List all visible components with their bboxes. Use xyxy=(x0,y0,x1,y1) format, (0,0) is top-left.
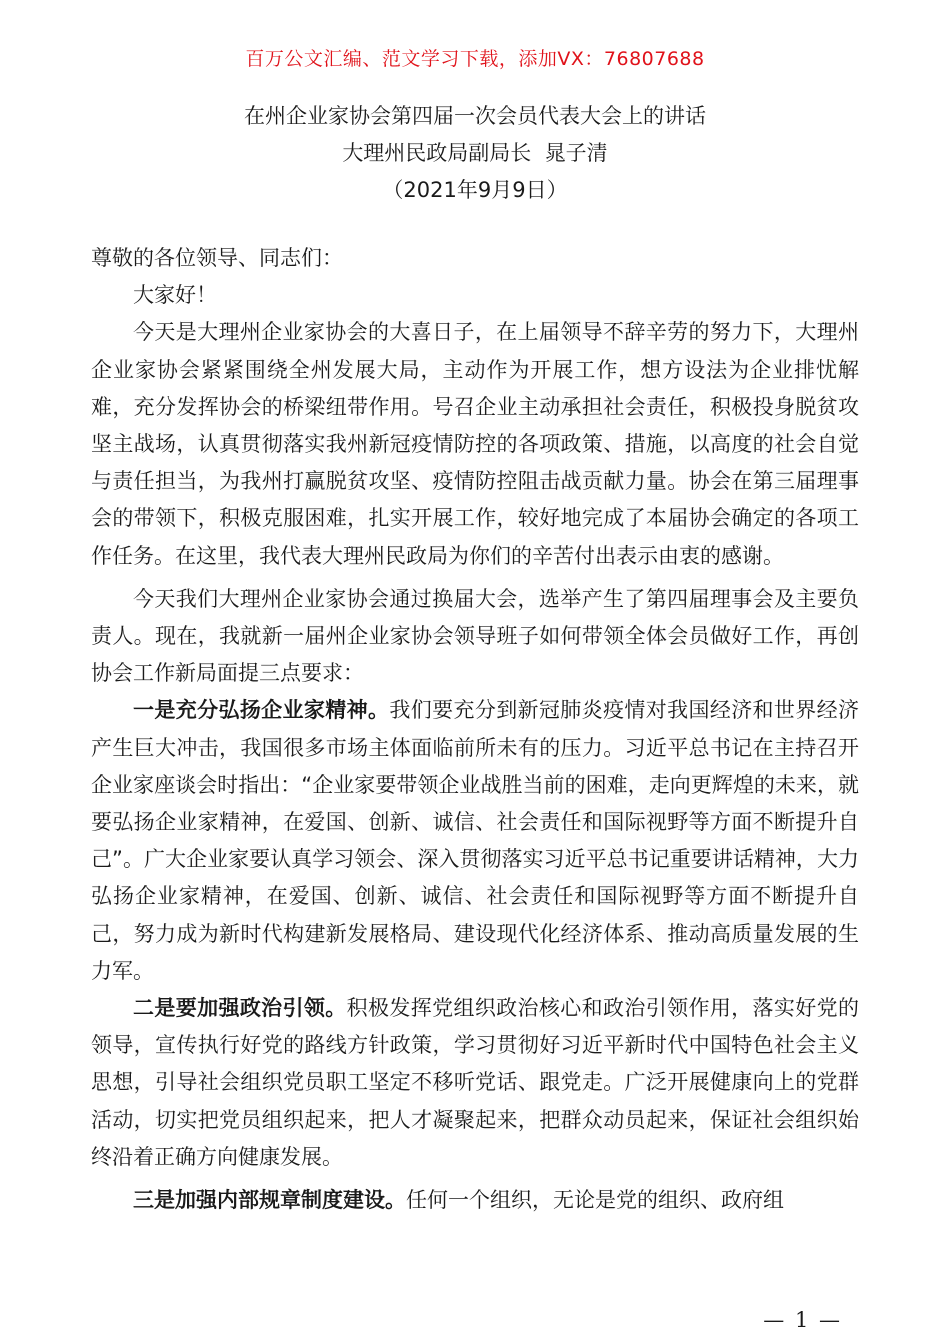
paragraph-5 xyxy=(91,1182,859,1219)
point-2-heading: 二是要加强政治引领。 xyxy=(133,996,347,1021)
salutation: 尊敬的各位领导、同志们： xyxy=(91,246,343,270)
page-number: — 1 — xyxy=(763,1308,842,1332)
paragraph-2: 今天我们大理州企业家协会通过换届大会，选举产生了第四届理事会及主要负责人。现在，我就新一届州企业家协会领导班子如何带领全体会员做好工作，再创协会工作新局面提三点要求： xyxy=(91,586,859,686)
paragraph-4 xyxy=(91,990,859,1176)
speech-date: （2021年9月9日） xyxy=(382,178,568,202)
point-1-heading: 一是充分弘扬企业家精神。 xyxy=(133,698,390,723)
point-2-text: 积极发挥党组织政治核心和政治引领作用，落实好党的领导，宣传执行好党的路线方针政策，学习贯彻好习近平新时代中国特色社会主义思想，引导社会组织党员职工坚定不移听党话、跟党走。广泛开展健康向上的党群活动，切实把党员组织起来，把人才凝聚起来，把群众动员起来，保证社会组织始终沿着正确方向健康发展。 xyxy=(91,996,860,1169)
point-3-text: 任何一个组织，无论是党的组织、政府组 xyxy=(406,1188,784,1213)
speech-body xyxy=(91,240,859,1219)
point-3-heading: 三是加强内部规章制度建设。 xyxy=(133,1188,406,1213)
speaker-line: 大理州民政局副局长 晁子清 xyxy=(342,141,608,165)
title-block xyxy=(0,98,950,209)
speech-title: 在州企业家协会第四届一次会员代表大会上的讲话 xyxy=(244,104,706,128)
watermark-banner: 百万公文汇编、范文学习下载，添加VX：76807688 xyxy=(245,48,705,70)
point-1-text: 我们要充分到新冠肺炎疫情对我国经济和世界经济产生巨大冲击，我国很多市场主体面临前所未有的压力。习近平总书记在主持召开企业家座谈会时指出：“企业家要带领企业战胜当前的困难，走向更辉煌的未来，就要弘扬企业家精神，在爱国、创新、诚信、社会责任和国际视野等方面不断提升自己”。广大企业家要认真学习领会、深入贯彻落实习近平总书记重要讲话精神，大力弘扬企业家精神，在爱国、创新、诚信、社会责任和国际视野等方面不断提升自己，努力成为新时代构建新发展格局、建设现代化经济体系、推动高质量发展的生力军。 xyxy=(91,698,860,983)
paragraph-1: 今天是大理州企业家协会的大喜日子，在上届领导不辞辛劳的努力下，大理州企业家协会紧紧围绕全州发展大局，主动作为开展工作，想方设法为企业排忧解难，充分发挥协会的桥梁纽带作用。号召企业主动承担社会责任，积极投身脱贫攻坚主战场，认真贯彻落实我州新冠疫情防控的各项政策、措施，以高度的社会自觉与责任担当，为我州打赢脱贫攻坚、疫情防控阻击战贡献力量。协会在第三届理事会的带领下，积极克服困难，扎实开展工作，较好地完成了本届协会确定的各项工作任务。在这里，我代表大理州民政局为你们的辛苦付出表示由衷的感谢。 xyxy=(91,320,859,568)
paragraph-3 xyxy=(91,692,859,990)
greeting: 大家好！ xyxy=(133,283,217,308)
